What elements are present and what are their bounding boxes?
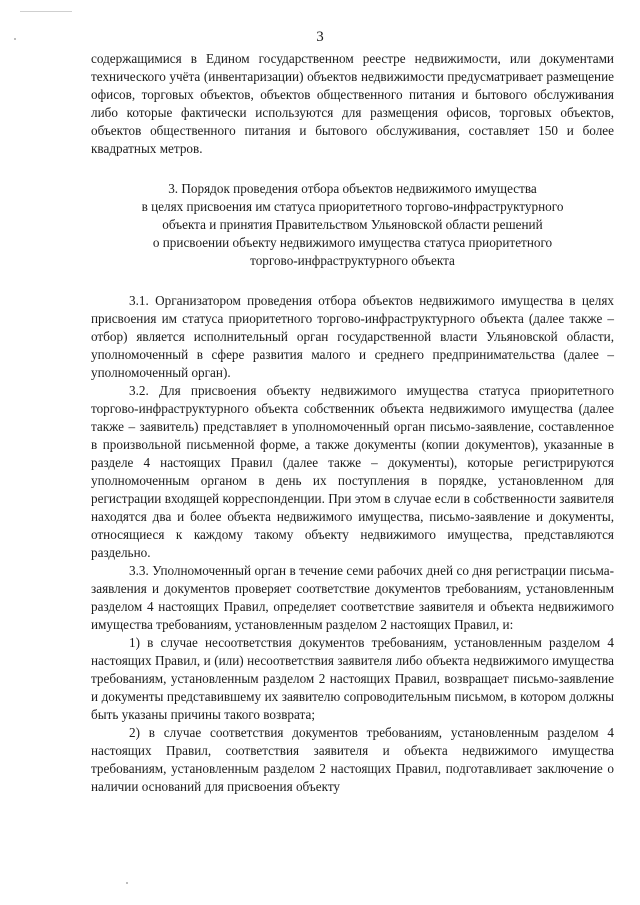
section-title-line: в целях присвоения им статуса приоритетного торгово-инфраструктурного (141, 199, 564, 214)
list-item-1: 1) в случае несоответствия документов требованиям, установленным разделом 4 настоящих Правил, и (или) несоответствия заявителя либо объекта недвижимого имущества требованиям, установленным разделом 2 настоящих Правил, возвращает письмо-заявление и документы представившему их заявителю сопроводительным письмом, в котором должны быть указаны причины такого возврата; (91, 635, 614, 722)
section-title-line: торгово-инфраструктурного объекта (250, 253, 455, 268)
section-title-line: о присвоении объекту недвижимого имущества статуса приоритетного (152, 235, 553, 250)
paragraph-3-3: 3.3. Уполномоченный орган в течение семи рабочих дней со дня регистрации письма-заявления и документов проверяет соответствие документов требованиям, установленным разделом 4 настоящих Правил, определяет соответствие заявителя и объекта недвижимого имущества требованиям, установленным разделом 2 настоящих Правил, и: (91, 563, 614, 632)
list-item-2: 2) в случае соответствия документов требованиям, установленным разделом 4 настоящих Правил, соответствия заявителя и объекта недвижимого имущества требованиям, установленным разделом 2 настоящих Правил, подготавливает заключение о наличии оснований для присвоения объекту (91, 725, 614, 794)
page-number: 3 (316, 29, 324, 45)
scan-dot (126, 882, 128, 884)
paragraph-3-1: 3.1. Организатором проведения отбора объектов недвижимого имущества в целях присвоения им статуса приоритетного торгово-инфраструктурного объекта (далее также – отбор) является исполнительный орган государственной власти Ульяновской области, уполномоченный в сфере развития малого и среднего предпринимательства (далее – уполномоченный орган). (91, 293, 614, 380)
scan-edge-mark (20, 11, 72, 12)
section-title-line: 3. Порядок проведения отбора объектов недвижимого имущества (168, 181, 537, 196)
section-title-line: объекта и принятия Правительством Ульяновской области решений (162, 217, 543, 232)
section-title (91, 180, 614, 270)
document-body (91, 50, 614, 796)
intro-paragraph: содержащимися в Едином государственном реестре недвижимости, или документами технического учёта (инвентаризации) объектов недвижимости предусматривает размещение офисов, торговых объектов, объектов общественного питания и бытового обслуживания либо которые фактически используются для размещения офисов, торговых объектов, объектов общественного питания и бытового обслуживания, составляет 150 и более квадратных метров. (91, 51, 614, 156)
paragraph-3-2: 3.2. Для присвоения объекту недвижимого имущества статуса приоритетного торгово-инфраструктурного объекта собственник объекта недвижимого имущества (далее также – заявитель) представляет в уполномоченный орган письмо-заявление, составленное в произвольной письменной форме, а также документы (копии документов), указанные в разделе 4 настоящих Правил (далее также – документы), которые регистрируются уполномоченным органом в день их поступления в порядке, установленном для регистрации входящей корреспонденции. При этом в случае если в собственности заявителя находятся два и более объекта недвижимого имущества, письмо-заявление и документы, относящиеся к каждому такому объекту недвижимого имущества, представляются раздельно. (91, 383, 614, 560)
